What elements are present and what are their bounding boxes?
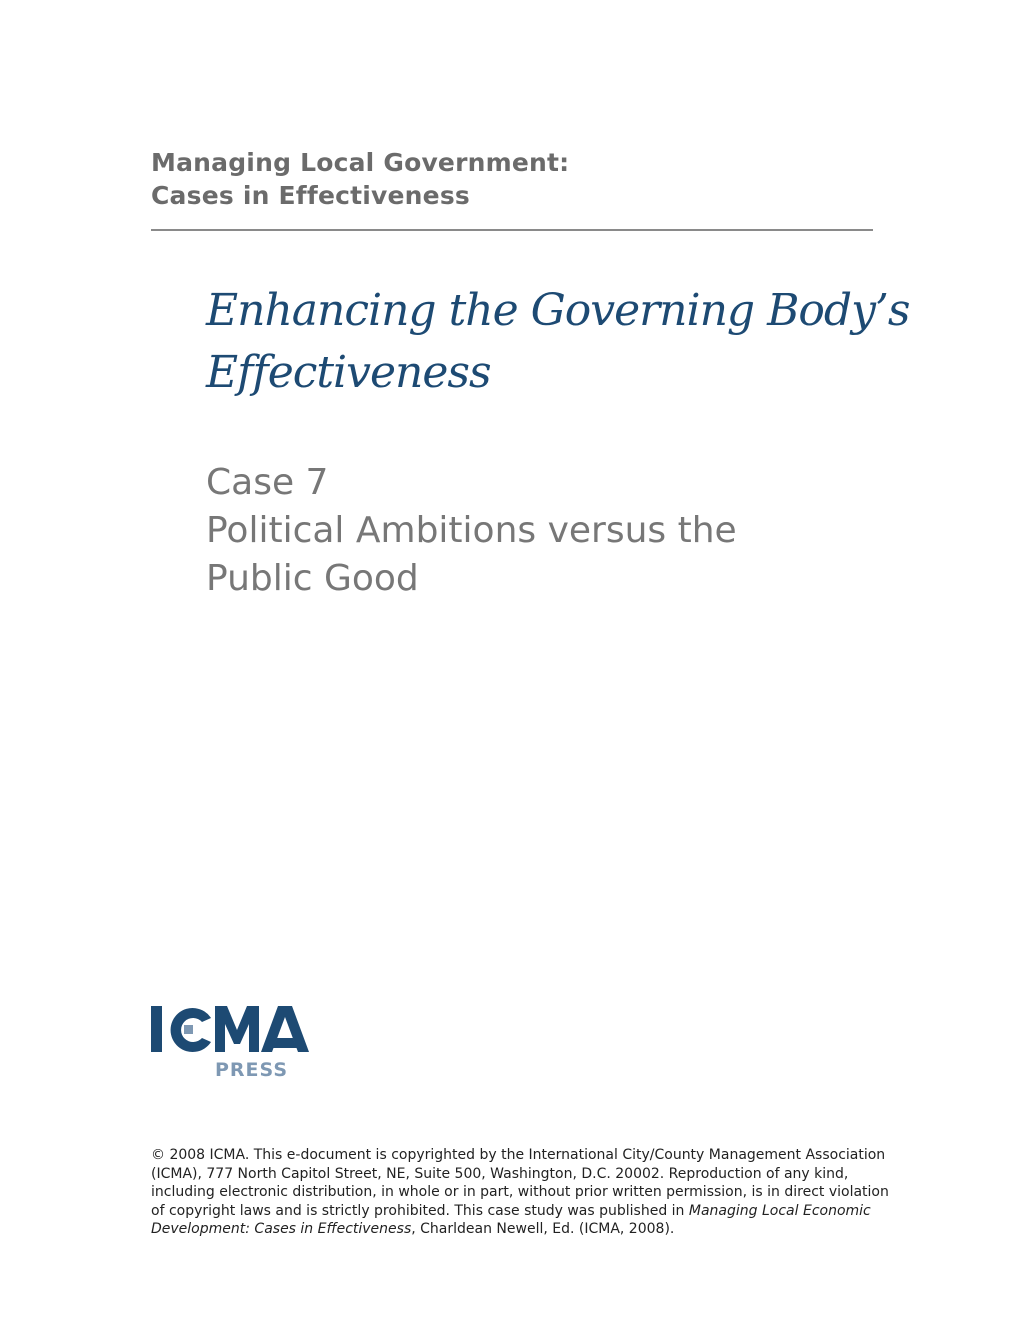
copyright-line-1: © 2008 ICMA. This e-document is copyrighted by the International City/County Management Association [151,1147,886,1163]
copyright-line-3: including electronic distribution, in whole or in part, without prior written permission, is in direct violation [151,1184,889,1200]
series-header [151,146,569,212]
copyright-notice [151,1146,889,1239]
book-title-line-1: Enhancing the Governing Body’s [206,285,910,336]
header-divider [151,229,873,231]
case-number: Case 7 [206,462,329,503]
copyright-line-5-text: , Charldean Newell, Ed. (ICMA, 2008). [411,1221,675,1237]
case-title-line-1: Political Ambitions versus the [206,510,737,551]
series-title-line-2: Cases in Effectiveness [151,181,470,210]
copyright-line-2: (ICMA), 777 North Capitol Street, NE, Suite 500, Washington, D.C. 20002. Reproduction of any kind, [151,1165,849,1182]
case-heading [206,459,737,603]
book-title-line-2: Effectiveness [206,347,491,398]
copyright-line-4-text: of copyright laws and is strictly prohibited. This case study was published in [151,1202,689,1219]
publication-title-part-2: Development: Cases in Effectiveness [151,1221,412,1237]
copyright-line-4 [151,1202,876,1221]
copyright-line-5 [151,1220,876,1239]
case-title-line-2: Public Good [206,558,419,599]
logo-press-label: PRESS [215,1059,289,1081]
publication-title-part-1: Managing Local Economic [688,1202,871,1219]
series-title-line-1: Managing Local Government: [151,148,570,177]
book-title [206,280,910,404]
